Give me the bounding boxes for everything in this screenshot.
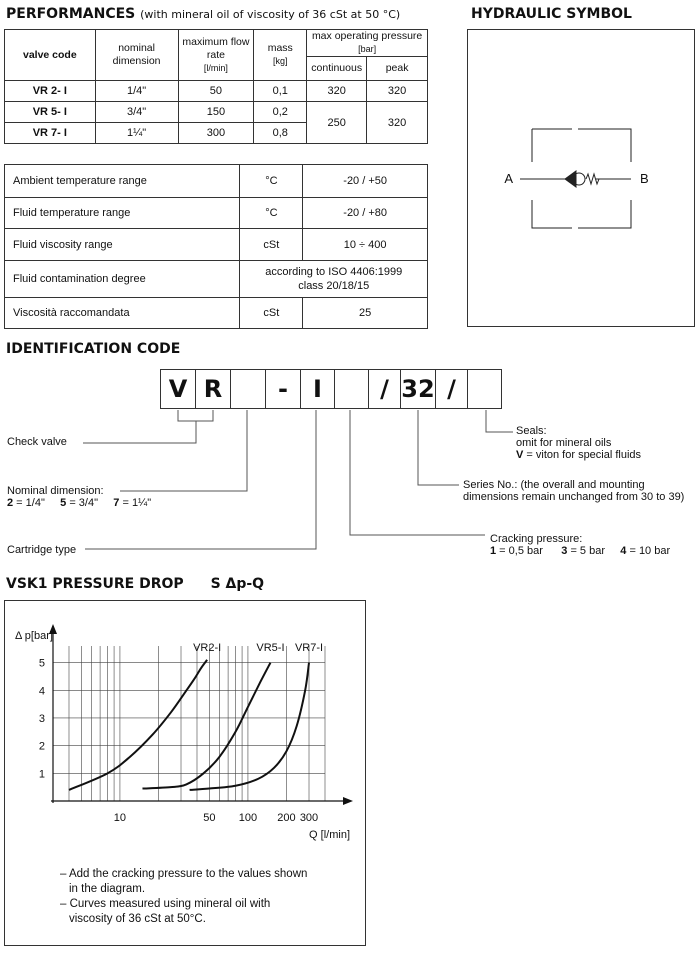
port-a-label: A xyxy=(504,171,513,186)
row-mass: 0,1 xyxy=(254,81,307,102)
row-mass: 0,2 xyxy=(254,102,307,123)
merged-continuous: 250 xyxy=(307,102,367,144)
row-code: VR 5- I xyxy=(5,102,96,123)
table-row xyxy=(5,261,428,298)
pressure-drop-suffix: S Δp-Q xyxy=(210,576,265,592)
check-valve-symbol-icon xyxy=(468,30,694,326)
y-axis-label: Δ p[bar] xyxy=(15,630,53,642)
series-label: Series No.: (the overall and mounting xyxy=(463,479,645,491)
table-row xyxy=(5,198,428,229)
seals-mineral-label: omit for mineral oils xyxy=(516,437,612,449)
row-continuous: 320 xyxy=(307,81,367,102)
pressure-drop-heading xyxy=(6,576,264,592)
condition-value: -20 / +80 xyxy=(303,198,428,229)
nominal-dimension-options: 2 = 1/4" 5 = 3/4" 7 = 1¼" xyxy=(7,497,152,509)
condition-value: -20 / +50 xyxy=(303,165,428,198)
row-code: VR 2- I xyxy=(5,81,96,102)
cracking-pressure-label: Cracking pressure: xyxy=(490,533,583,545)
series-label: VR7-I xyxy=(294,642,324,654)
header-mass: mass [kg] xyxy=(254,30,307,81)
code-cell xyxy=(334,369,369,409)
row-peak: 320 xyxy=(367,81,428,102)
y-tick-label: 5 xyxy=(38,657,45,670)
table-row xyxy=(5,298,428,329)
note-line: – Add the cracking pressure to the values shown xyxy=(60,868,308,880)
table-row xyxy=(5,229,428,261)
pressure-drop-title: VSK1 PRESSURE DROP xyxy=(6,576,184,592)
series-label: VR5-I xyxy=(256,642,285,654)
x-axis-arrow xyxy=(343,797,353,805)
y-tick-label: 4 xyxy=(38,685,45,698)
check-valve-label: Check valve xyxy=(7,436,67,448)
x-tick-label: 300 xyxy=(299,812,319,824)
hydraulic-symbol-title: HYDRAULIC SYMBOL xyxy=(471,6,632,22)
condition-unit: °C xyxy=(240,165,303,198)
header-peak: peak xyxy=(367,57,428,81)
y-tick-label: 1 xyxy=(38,768,45,781)
pressure-drop-chart xyxy=(5,601,365,851)
code-cell xyxy=(230,369,266,409)
table-row xyxy=(5,81,428,102)
condition-unit: cSt xyxy=(240,298,303,329)
code-cell: / xyxy=(435,369,468,409)
code-cell: - xyxy=(265,369,301,409)
header-nominal-dimension: nominal dimension xyxy=(95,30,178,81)
row-dimension: 1/4" xyxy=(95,81,178,102)
code-cell xyxy=(467,369,502,409)
performances-title: PERFORMANCES xyxy=(6,6,136,22)
performances-note: (with mineral oil of viscosity of 36 cSt at 50 °C) xyxy=(140,8,401,21)
y-tick-label: 2 xyxy=(38,740,45,753)
x-tick-label: 100 xyxy=(238,812,258,824)
seals-viton-label: V = viton for special fluids xyxy=(516,449,642,461)
code-cell: 32 xyxy=(400,369,436,409)
conditions-table xyxy=(4,164,428,329)
header-max-flow: maximum flow rate [l/min] xyxy=(178,30,254,81)
performances-table xyxy=(4,29,428,144)
port-b-label: B xyxy=(640,171,649,186)
header-valve-code: valve code xyxy=(5,30,96,81)
hydraulic-symbol-box xyxy=(467,29,695,327)
code-cell: / xyxy=(368,369,401,409)
row-flow: 300 xyxy=(178,123,254,144)
merged-peak: 320 xyxy=(367,102,428,144)
condition-unit: cSt xyxy=(240,229,303,261)
series-line-vr2-i xyxy=(69,660,207,790)
header-continuous: continuous xyxy=(307,57,367,81)
performances-heading xyxy=(6,6,400,22)
condition-unit: °C xyxy=(240,198,303,229)
row-code: VR 7- I xyxy=(5,123,96,144)
seals-label: Seals: xyxy=(516,425,547,437)
row-dimension: 1¼" xyxy=(95,123,178,144)
condition-label: Fluid viscosity range xyxy=(5,229,240,261)
y-tick-label: 3 xyxy=(38,712,45,725)
cartridge-type-label: Cartridge type xyxy=(7,544,77,556)
pressure-drop-notes xyxy=(60,867,307,927)
note-line: – Curves measured using mineral oil with xyxy=(60,898,271,910)
code-cell: I xyxy=(300,369,335,409)
note-line: in the diagram. xyxy=(69,883,146,895)
condition-label: Ambient temperature range xyxy=(5,165,240,198)
x-tick-label: 10 xyxy=(113,812,127,824)
table-row xyxy=(5,165,428,198)
row-flow: 50 xyxy=(178,81,254,102)
code-cell: R xyxy=(195,369,231,409)
condition-label: Viscosità raccomandata xyxy=(5,298,240,329)
pressure-drop-box xyxy=(4,600,366,946)
x-axis-label: Q [l/min] xyxy=(309,829,350,841)
identification-title: IDENTIFICATION CODE xyxy=(6,341,181,357)
condition-label: Fluid contamination degree xyxy=(5,261,240,298)
cracking-pressure-options: 1 = 0,5 bar 3 = 5 bar 4 = 10 bar xyxy=(490,545,671,557)
condition-value: according to ISO 4406:1999 class 20/18/15 xyxy=(240,261,428,298)
series-label-line2: dimensions remain unchanged from 30 to 39) xyxy=(463,491,685,503)
condition-label: Fluid temperature range xyxy=(5,198,240,229)
row-dimension: 3/4" xyxy=(95,102,178,123)
note-line: viscosity of 36 cSt at 50°C. xyxy=(69,913,206,925)
row-mass: 0,8 xyxy=(254,123,307,144)
table-row xyxy=(5,102,428,123)
x-tick-label: 50 xyxy=(203,812,216,824)
row-flow: 150 xyxy=(178,102,254,123)
code-cell: V xyxy=(160,369,196,409)
x-tick-label: 200 xyxy=(277,812,296,824)
condition-value: 25 xyxy=(303,298,428,329)
nominal-dimension-label: Nominal dimension: xyxy=(7,485,104,497)
condition-value: 10 ÷ 400 xyxy=(303,229,428,261)
header-max-pressure: max operating pressure [bar] xyxy=(307,30,428,57)
series-label: VR2-I xyxy=(193,642,222,654)
